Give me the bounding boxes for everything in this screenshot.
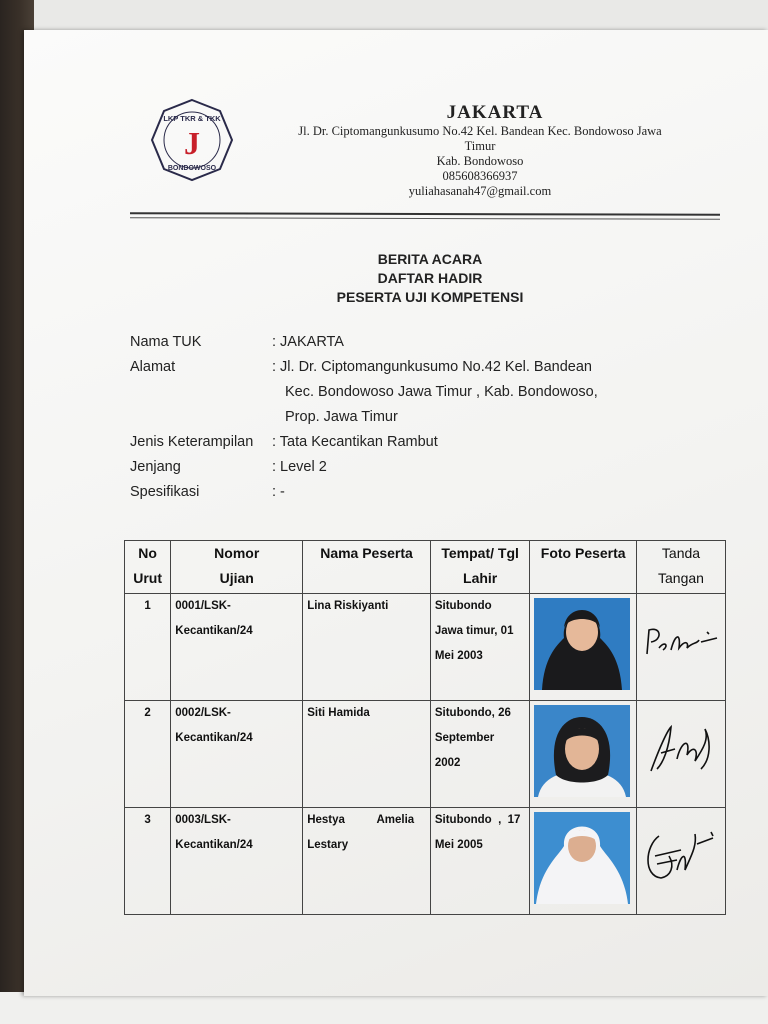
cell-nama-peserta: Lina Riskiyanti (303, 594, 431, 701)
logo-text-bottom: BONDOWOSO (167, 165, 217, 172)
alamat-label: Alamat (130, 359, 176, 375)
alamat-line2: Kec. Bondowoso Jawa Timur , Kab. Bondowoso, (285, 384, 598, 400)
cell-tempat-tgl-lahir: Situbondo Jawa timur, 01 Mei 2003 (430, 594, 530, 701)
logo-text-top: LKP TKR & TKK (163, 114, 221, 123)
signature-icon (641, 826, 721, 886)
alamat-line1: : Jl. Dr. Ciptomangunkusumo No.42 Kel. Bandean (272, 359, 592, 375)
letterhead-address-line1: Jl. Dr. Ciptomangunkusumo No.42 Kel. Bandean Kec. Bondowoso Jawa (298, 124, 662, 138)
header-tempat-tgl-lahir: Tempat/ Tgl Lahir (430, 541, 530, 594)
letterhead-phone: 085608366937 (442, 169, 518, 183)
letterhead-address-line2: Timur (464, 139, 496, 153)
table-row (125, 701, 726, 808)
heading-line3: PESERTA UJI KOMPETENSI (336, 289, 524, 305)
keterampilan-label: Jenis Keterampilan (130, 434, 254, 450)
cell-foto (530, 701, 637, 808)
jenjang-value: : Level 2 (272, 459, 327, 475)
cell-nama-peserta: Siti Hamida (303, 701, 431, 808)
table-row (125, 808, 726, 915)
cell-tanda-tangan (636, 808, 725, 915)
cell-nomor-ujian: 0003/LSK- Kecantikan/24 (171, 808, 303, 915)
cell-nama-peserta: Hestya Amelia Lestary (303, 808, 431, 915)
cell-tanda-tangan (636, 594, 725, 701)
header-foto-peserta: Foto Peserta (530, 541, 637, 594)
table-header-row (125, 541, 726, 594)
cell-foto (530, 808, 637, 915)
keterampilan-value: : Tata Kecantikan Rambut (272, 434, 438, 450)
nama-tuk-label: Nama TUK (130, 334, 202, 350)
cell-nomor-ujian: 0002/LSK- Kecantikan/24 (171, 701, 303, 808)
letterhead-title: JAKARTA (446, 102, 544, 123)
letterhead (265, 102, 695, 199)
cell-no: 1 (125, 594, 171, 701)
attendance-table (124, 540, 726, 915)
header-nomor-ujian: Nomor Ujian (171, 541, 303, 594)
institution-logo-icon (150, 98, 234, 182)
signature-icon (641, 612, 721, 672)
cell-nomor-ujian: 0001/LSK- Kecantikan/24 (171, 594, 303, 701)
cell-tanda-tangan (636, 701, 725, 808)
participant-photo-icon (534, 598, 630, 690)
cell-no: 2 (125, 701, 171, 808)
header-tanda-tangan: Tanda Tangan (636, 541, 725, 594)
signature-icon (641, 719, 721, 779)
spesifikasi-label: Spesifikasi (130, 484, 200, 500)
alamat-value (272, 359, 598, 434)
document-heading (250, 250, 610, 307)
letterhead-email: yuliahasanah47@gmail.com (408, 184, 552, 198)
spesifikasi-value: : - (272, 484, 285, 500)
participant-photo-icon (534, 812, 630, 904)
logo-letter: J (184, 125, 200, 161)
cell-tempat-tgl-lahir: Situbondo , 17 Mei 2005 (430, 808, 530, 915)
cell-tempat-tgl-lahir: Situbondo, 26 September 2002 (430, 701, 530, 808)
header-nama-peserta: Nama Peserta (303, 541, 431, 594)
heading-line2: DAFTAR HADIR (377, 270, 483, 286)
jenjang-label: Jenjang (130, 459, 181, 475)
cell-no: 3 (125, 808, 171, 915)
alamat-line3: Prop. Jawa Timur (285, 409, 398, 425)
letterhead-city: Kab. Bondowoso (436, 154, 524, 168)
heading-line1: BERITA ACARA (377, 251, 483, 267)
nama-tuk-value: : JAKARTA (272, 334, 344, 350)
header-no-urut: No Urut (125, 541, 171, 594)
participant-photo-icon (534, 705, 630, 797)
table-row (125, 594, 726, 701)
cell-foto (530, 594, 637, 701)
page-margin-bottom (0, 992, 768, 1024)
